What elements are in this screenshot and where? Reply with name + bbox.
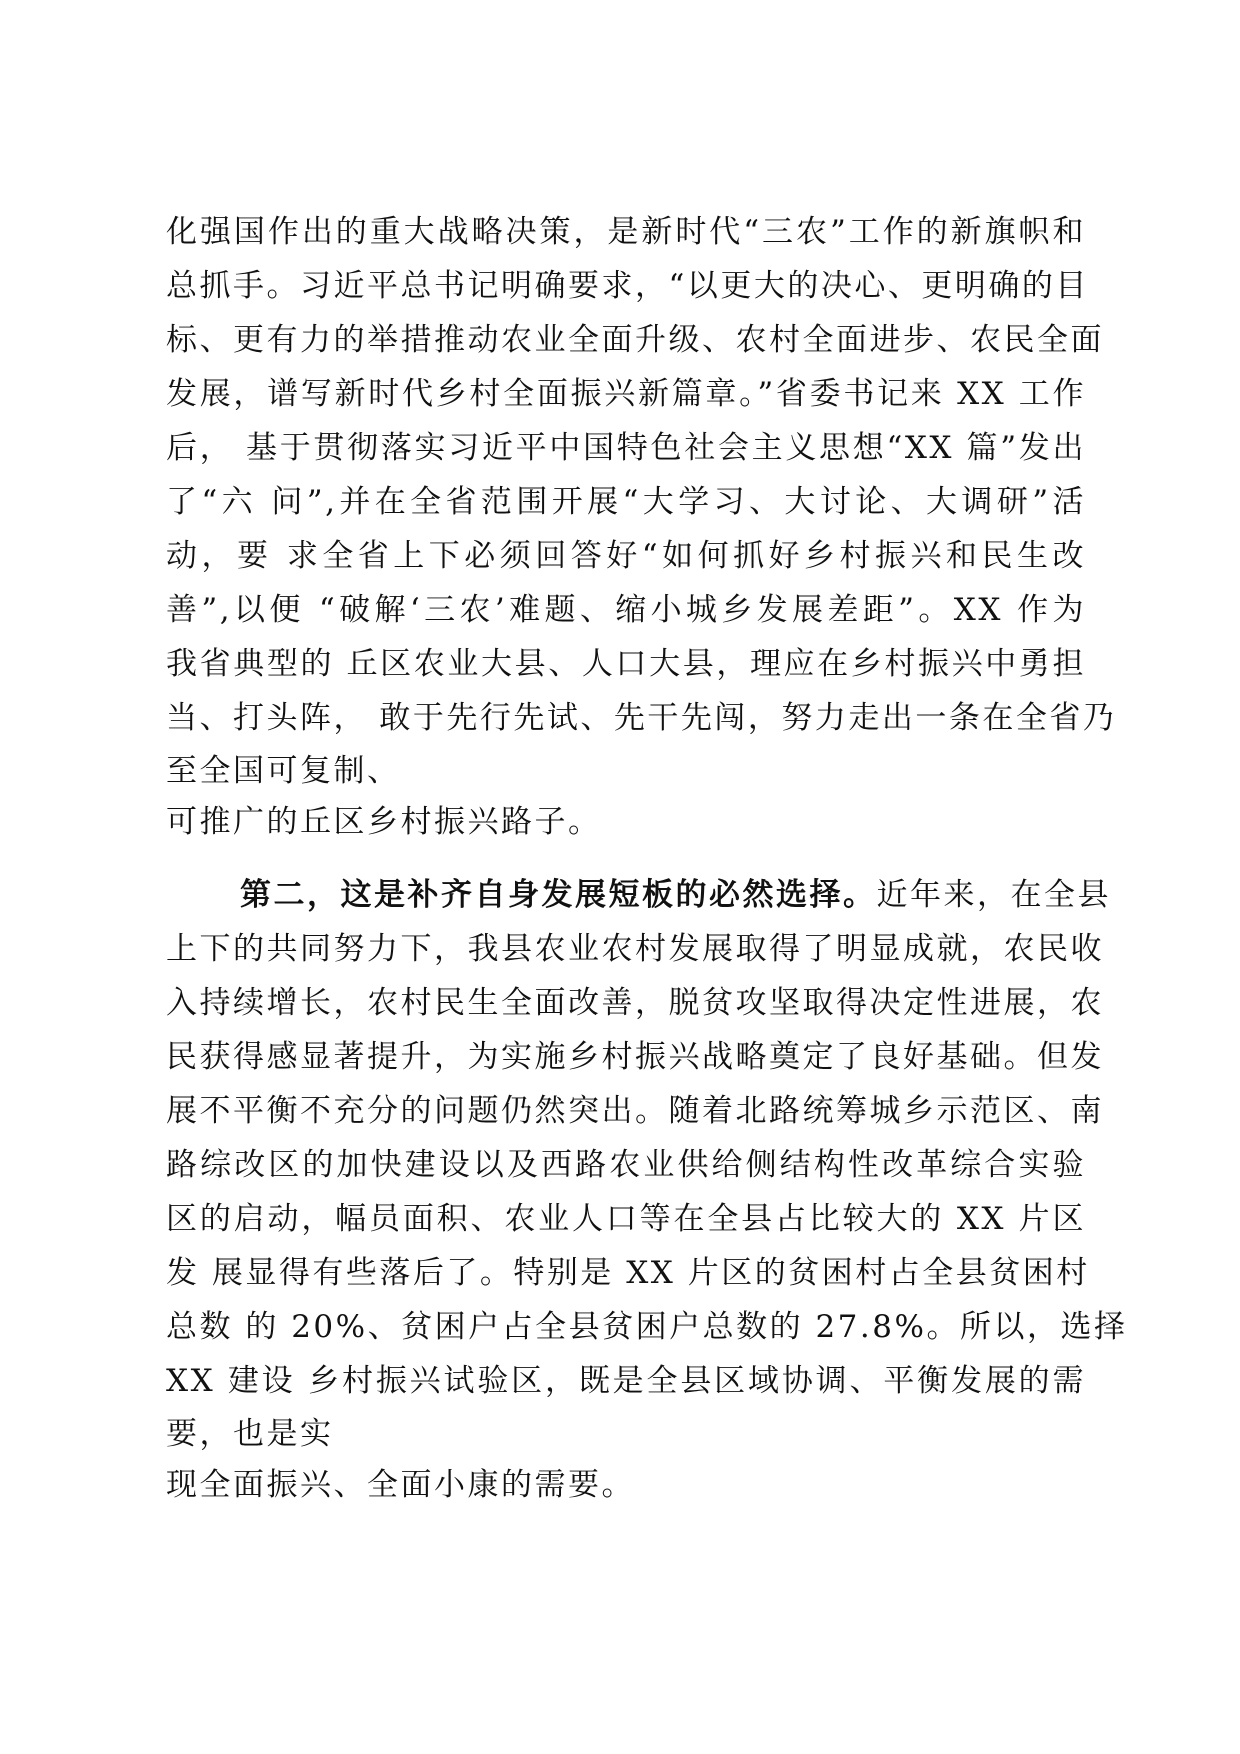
paragraph-2-line-4: 民获得感显著提升，为实施乡村振兴战略奠定了良好基础。但发 <box>166 1039 1104 1075</box>
paragraph-1-line-3: 标、更有力的举措推动农业全面升级、农村全面进步、农民全面 <box>166 322 1104 358</box>
paragraph-1-line-5: 后， 基于贯彻落实习近平中国特色社会主义思想“XX 篇”发出 <box>166 430 1086 466</box>
paragraph-2-first-line <box>240 875 1111 915</box>
paragraph-2-lead-heading: 第二，这是补齐自身发展短板的必然选择。 <box>240 877 877 913</box>
paragraph-2-line-8: 发 展显得有些落后了。特别是 XX 片区的贫困村占全县贫困村 <box>166 1255 1090 1291</box>
paragraph-1-line-1: 化强国作出的重大战略决策，是新时代“三农”工作的新旗帜和 <box>166 214 1086 250</box>
paragraph-2-line-12: 现全面振兴、全面小康的需要。 <box>166 1467 635 1503</box>
paragraph-2-line-2: 上下的共同努力下，我县农业农村发展取得了明显成就，农民收 <box>166 931 1104 967</box>
paragraph-2-line-6: 路综改区的加快建设以及西路农业供给侧结构性改革综合实验 <box>166 1147 1086 1183</box>
paragraph-1-line-7: 动，要 求全省上下必须回答好“如何抓好乡村振兴和民生改 <box>166 538 1086 574</box>
paragraph-2-line-11: 要，也是实 <box>166 1416 334 1452</box>
paragraph-1-line-6: 了“六 问”,并在全省范围开展“大学习、大讨论、大调研”活 <box>166 484 1086 520</box>
paragraph-2-line-5: 展不平衡不充分的问题仍然突出。随着北路统筹城乡示范区、南 <box>166 1093 1104 1129</box>
paragraph-1-line-12: 可推广的丘区乡村振兴路子。 <box>166 804 602 840</box>
paragraph-2-line-3: 入持续增长，农村民生全面改善，脱贫攻坚取得决定性进展，农 <box>166 985 1104 1021</box>
paragraph-2-line-10: XX 建设 乡村振兴试验区，既是全县区域协调、平衡发展的需 <box>166 1363 1086 1399</box>
paragraph-1-line-8: 善”,以便 “破解‘三农’难题、缩小城乡发展差距”。XX 作为 <box>166 592 1086 628</box>
paragraph-1-line-9: 我省典型的 丘区农业大县、人口大县，理应在乡村振兴中勇担 <box>166 646 1086 682</box>
paragraph-1-line-11: 至全国可复制、 <box>166 753 401 789</box>
paragraph-1-line-10: 当、打头阵， 敢于先行先试、先干先闯，努力走出一条在全省乃 <box>166 700 1117 736</box>
paragraph-1-line-4: 发展，谱写新时代乡村全面振兴新篇章。”省委书记来 XX 工作 <box>166 376 1086 412</box>
paragraph-2-first-line-rest: 近年来，在全县 <box>876 877 1111 913</box>
paragraph-2-line-7: 区的启动，幅员面积、农业人口等在全县占比较大的 XX 片区 <box>166 1201 1086 1237</box>
paragraph-2-line-9: 总数 的 20%、贫困户占全县贫困户总数的 27.8%。所以，选择 <box>166 1309 1128 1345</box>
paragraph-1-line-2: 总抓手。习近平总书记明确要求，“以更大的决心、更明确的目 <box>166 268 1089 304</box>
